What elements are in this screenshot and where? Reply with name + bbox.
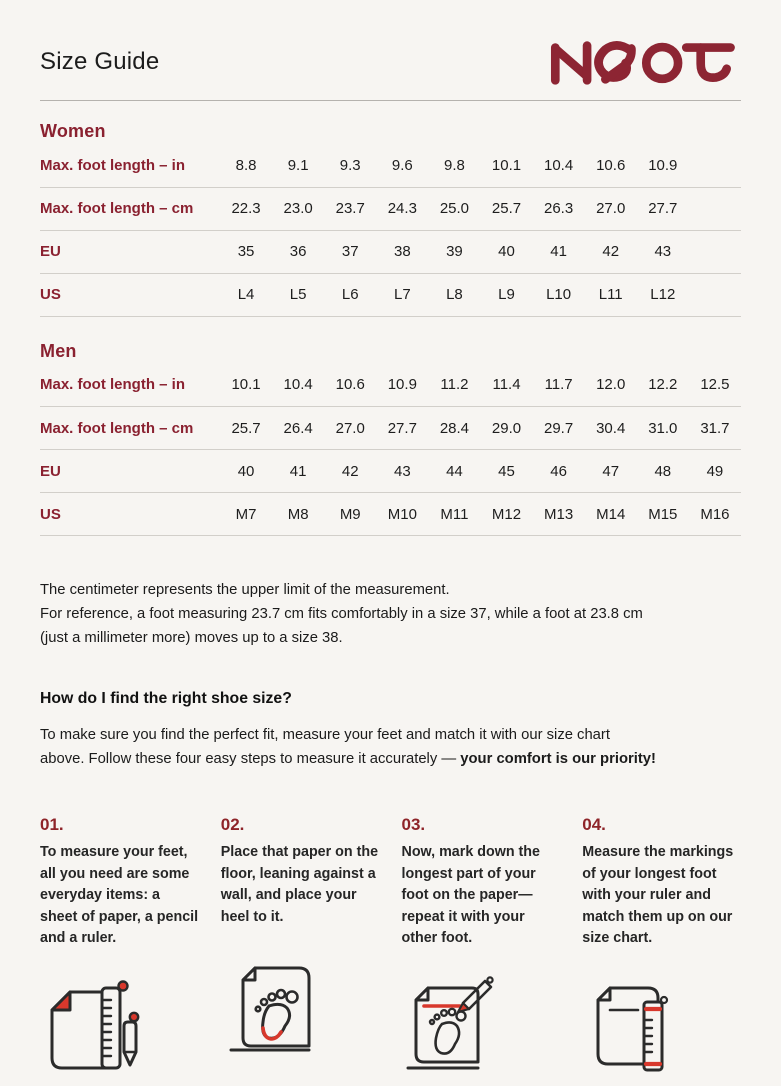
size-cell: 25.7 <box>480 187 532 230</box>
intro-line1: To make sure you find the perfect fit, measure your feet and match it with our size chart <box>40 727 610 743</box>
men-heading: Men <box>40 340 77 361</box>
size-cell: 9.3 <box>324 144 376 187</box>
size-cell: 12.5 <box>689 364 741 407</box>
size-cell: 27.7 <box>376 407 428 450</box>
note-line: (just a millimeter more) moves up to a size 38. <box>40 630 343 646</box>
women-size-table <box>40 144 741 317</box>
size-cell: M16 <box>689 493 741 536</box>
size-cell: 11.2 <box>428 364 480 407</box>
row-label: EU <box>40 230 220 273</box>
measurement-note <box>40 578 741 650</box>
empty-cell <box>689 187 741 230</box>
size-cell: 8.8 <box>220 144 272 187</box>
size-cell: 41 <box>533 230 585 273</box>
row-label: US <box>40 273 220 316</box>
row-label: Max. foot length – cm <box>40 187 220 230</box>
size-cell: 10.1 <box>220 364 272 407</box>
size-cell: M7 <box>220 493 272 536</box>
size-cell: 10.1 <box>480 144 532 187</box>
size-cell: 25.0 <box>428 187 480 230</box>
table-row <box>40 187 741 230</box>
step-number: 04. <box>582 815 606 834</box>
note-line: For reference, a foot measuring 23.7 cm fits comfortably in a size 37, while a foot at 23.8 cm <box>40 606 643 622</box>
size-cell: 10.9 <box>376 364 428 407</box>
size-cell: 28.4 <box>428 407 480 450</box>
size-cell: 40 <box>480 230 532 273</box>
size-cell: L5 <box>272 273 324 316</box>
size-cell: 48 <box>637 450 689 493</box>
size-cell: 10.4 <box>272 364 324 407</box>
size-cell: M15 <box>637 493 689 536</box>
women-size-section <box>40 121 741 317</box>
size-cell: 10.6 <box>324 364 376 407</box>
step-number: 02. <box>220 815 245 834</box>
row-label: US <box>40 493 220 536</box>
empty-cell <box>689 144 741 187</box>
size-cell: 41 <box>272 450 324 493</box>
men-size-section <box>40 341 741 537</box>
size-cell: L11 <box>585 273 637 316</box>
note-line: The centimeter represents the upper limit of the measurement. <box>40 582 450 598</box>
size-cell: 10.4 <box>533 144 585 187</box>
size-cell: 36 <box>272 230 324 273</box>
row-label: Max. foot length – in <box>40 364 220 407</box>
size-cell: 22.3 <box>220 187 272 230</box>
step-2 <box>221 815 380 1076</box>
size-cell: 47 <box>585 450 637 493</box>
size-cell: L12 <box>637 273 689 316</box>
size-cell: 24.3 <box>376 187 428 230</box>
size-cell: M10 <box>376 493 428 536</box>
size-cell: 42 <box>324 450 376 493</box>
size-cell: 30.4 <box>585 407 637 450</box>
size-cell: 29.7 <box>533 407 585 450</box>
intro-priority-text: your comfort is our priority! <box>460 750 656 767</box>
paper-footprint-heel-icon <box>221 956 380 1056</box>
size-cell: 44 <box>428 450 480 493</box>
size-cell: 46 <box>533 450 585 493</box>
size-cell: 37 <box>324 230 376 273</box>
size-cell: M9 <box>324 493 376 536</box>
size-cell: 11.4 <box>480 364 532 407</box>
size-cell: 25.7 <box>220 407 272 450</box>
intro-line2: above. Follow these four easy steps to measure it accurately — <box>40 750 461 767</box>
row-label: Max. foot length – in <box>40 144 220 187</box>
size-cell: M13 <box>533 493 585 536</box>
header <box>40 36 741 88</box>
step-number: 01. <box>40 815 64 834</box>
men-size-table <box>40 364 741 537</box>
size-cell: 26.4 <box>272 407 324 450</box>
size-cell: 29.0 <box>480 407 532 450</box>
size-cell: 43 <box>376 450 428 493</box>
size-cell: 12.0 <box>585 364 637 407</box>
size-cell: 11.7 <box>533 364 585 407</box>
size-cell: 9.1 <box>272 144 324 187</box>
table-row <box>40 144 741 187</box>
size-cell: 43 <box>637 230 689 273</box>
table-row <box>40 493 741 536</box>
size-cell: M11 <box>428 493 480 536</box>
row-label: EU <box>40 450 220 493</box>
table-row <box>40 364 741 407</box>
size-cell: 9.8 <box>428 144 480 187</box>
size-cell: 27.0 <box>324 407 376 450</box>
how-to-intro <box>40 724 741 771</box>
size-cell: L6 <box>324 273 376 316</box>
size-cell: 27.0 <box>585 187 637 230</box>
table-row <box>40 407 741 450</box>
size-cell: 39 <box>428 230 480 273</box>
size-cell: 38 <box>376 230 428 273</box>
size-cell: M12 <box>480 493 532 536</box>
size-cell: 27.7 <box>637 187 689 230</box>
step-number: 03. <box>401 815 426 834</box>
size-cell: 31.7 <box>689 407 741 450</box>
naot-logo-icon <box>541 36 741 88</box>
step-text: Measure the markings of your longest foot with your ruler and match them up on our size chart. <box>582 844 734 946</box>
step-text: Now, mark down the longest part of your foot on the paper—repeat it with your other foot. <box>401 844 540 946</box>
step-1 <box>40 815 199 1076</box>
paper-footprint-pencil-icon <box>402 976 561 1076</box>
table-row <box>40 230 741 273</box>
how-to-heading: How do I find the right shoe size? <box>40 690 292 707</box>
measuring-steps <box>40 815 741 1076</box>
size-cell: 10.9 <box>637 144 689 187</box>
step-4 <box>582 815 741 1076</box>
size-cell: 23.0 <box>272 187 324 230</box>
size-cell: L8 <box>428 273 480 316</box>
size-cell: 35 <box>220 230 272 273</box>
size-cell: 26.3 <box>533 187 585 230</box>
size-cell: 10.6 <box>585 144 637 187</box>
women-heading: Women <box>40 121 106 141</box>
size-cell: 12.2 <box>637 364 689 407</box>
size-cell: L7 <box>376 273 428 316</box>
size-cell: 9.6 <box>376 144 428 187</box>
size-cell: 42 <box>585 230 637 273</box>
step-text: To measure your feet, all you need are some everyday items: a sheet of paper, a pencil and a ruler. <box>40 844 199 946</box>
header-divider <box>40 100 741 101</box>
size-cell: 49 <box>689 450 741 493</box>
row-label: Max. foot length – cm <box>40 407 220 450</box>
size-cell: L4 <box>220 273 272 316</box>
table-row <box>40 450 741 493</box>
size-cell: 23.7 <box>324 187 376 230</box>
page-title: Size Guide <box>40 48 160 75</box>
step-text: Place that paper on the floor, leaning against a wall, and place your heel to it. <box>220 844 379 925</box>
table-row <box>40 273 741 316</box>
size-cell: 40 <box>220 450 272 493</box>
paper-ruler-marks-icon <box>582 976 741 1076</box>
step-3 <box>402 815 561 1076</box>
size-cell: 31.0 <box>637 407 689 450</box>
size-cell: 45 <box>480 450 532 493</box>
paper-ruler-pencil-icon <box>40 976 199 1076</box>
size-cell: M8 <box>272 493 324 536</box>
size-cell: L9 <box>480 273 532 316</box>
empty-cell <box>689 273 741 316</box>
size-cell: M14 <box>585 493 637 536</box>
size-cell: L10 <box>533 273 585 316</box>
empty-cell <box>689 230 741 273</box>
